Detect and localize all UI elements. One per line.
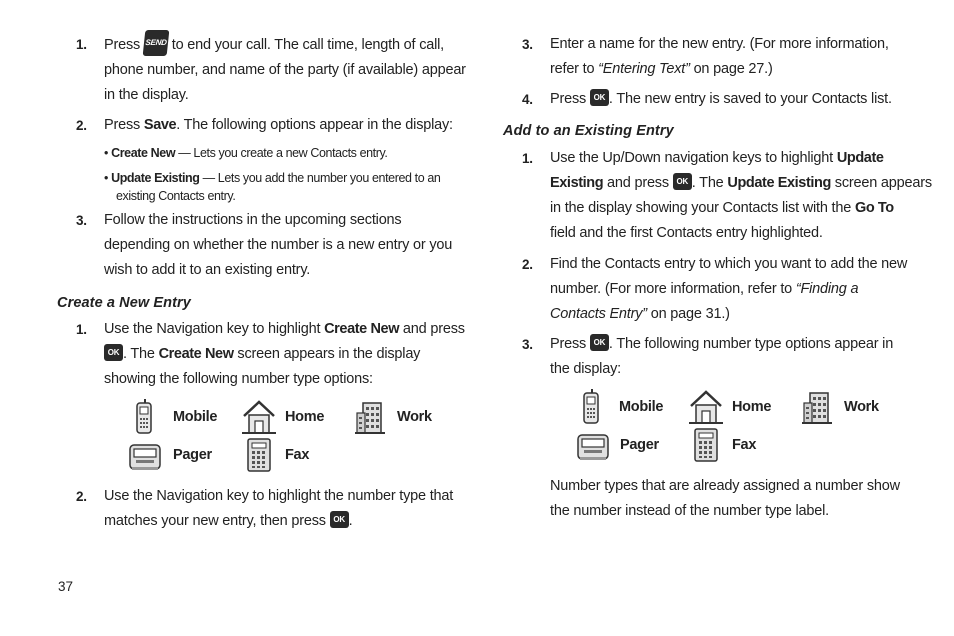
step-number: 1. — [522, 151, 533, 166]
step-number: 1. — [76, 322, 87, 337]
step-text: and press — [399, 321, 465, 337]
option-pager — [128, 437, 212, 473]
section-heading: Create a New Entry — [57, 295, 191, 311]
create-new-term: Create New — [324, 321, 400, 337]
step-text: Find the Contacts entry to which you want to add the new — [550, 256, 908, 272]
step-number: 2. — [76, 489, 87, 504]
option-label: Work — [844, 399, 879, 415]
step-text: on page 31.) — [646, 306, 730, 322]
create-new-term: Create New — [158, 346, 234, 362]
step-text: . The new entry is saved to your Contacts list. — [608, 91, 892, 107]
option-label: Fax — [285, 447, 310, 463]
pager-icon — [576, 427, 610, 463]
option-label: Pager — [620, 437, 659, 453]
step-text: in the display showing your Contacts list with the — [550, 200, 855, 216]
step-text: number. (For more information, refer to — [550, 281, 796, 297]
bullet-desc: existing Contacts entry. — [116, 189, 236, 203]
ok-key-icon: OK — [590, 89, 609, 106]
step-text: on page 27.) — [689, 61, 773, 77]
bullet-term: Update Existing — [111, 171, 200, 185]
ok-key-icon: OK — [330, 511, 349, 528]
option-mobile — [130, 399, 217, 435]
bullet-desc: — Lets you create a new Contacts entry. — [175, 146, 388, 160]
step-text: Press — [550, 91, 587, 107]
step-text: . The following options appear in the display: — [176, 117, 453, 133]
cross-reference: “Finding a — [795, 281, 859, 297]
bullet-dot: • — [104, 146, 108, 160]
cross-reference: Contacts Entry” — [550, 306, 647, 322]
mobile-icon — [577, 389, 611, 425]
step-text: screen appears in the display — [233, 346, 421, 362]
step-number: 4. — [522, 92, 533, 107]
fax-icon — [242, 437, 276, 473]
step-text: matches your new entry, then press — [104, 513, 326, 529]
option-home — [689, 389, 771, 425]
send-key-icon: SEND — [143, 30, 170, 56]
step-text: field and the first Contacts entry highlighted. — [550, 225, 823, 241]
step-text: the display: — [550, 361, 621, 377]
step-text: Press — [550, 336, 587, 352]
pager-icon — [128, 437, 162, 473]
step-text: refer to — [550, 61, 599, 77]
step-text: . The — [691, 175, 728, 191]
step-number: 3. — [522, 337, 533, 352]
option-label: Mobile — [173, 409, 218, 425]
fax-icon — [689, 427, 723, 463]
option-label: Pager — [173, 447, 212, 463]
option-work — [354, 399, 432, 435]
bullet-term: Create New — [111, 146, 176, 160]
step-text: Use the Up/Down navigation keys to highlight — [550, 150, 837, 166]
cross-reference: “Entering Text” — [598, 61, 690, 77]
step-text: showing the following number type options: — [104, 371, 373, 387]
step-text: screen appears — [830, 175, 932, 191]
option-fax — [689, 427, 756, 463]
step-text: . — [348, 513, 353, 529]
step-text: wish to add it to an existing entry. — [104, 262, 311, 278]
step-text: Use the Navigation key to highlight the number type that — [104, 488, 454, 504]
option-home — [242, 399, 324, 435]
step-number: 3. — [76, 213, 87, 228]
step-text: Follow the instructions in the upcoming sections — [104, 212, 402, 228]
option-work — [801, 389, 879, 425]
step-text: in the display. — [104, 87, 189, 103]
option-label: Home — [285, 409, 325, 425]
note-text: the number instead of the number type label. — [550, 503, 829, 519]
bullet-create-new — [104, 144, 464, 162]
ok-key-icon: OK — [673, 173, 692, 190]
option-label: Fax — [732, 437, 757, 453]
bullet-dot: • — [104, 171, 108, 185]
work-icon — [801, 389, 835, 425]
step-text: depending on whether the number is a new entry or you — [104, 237, 453, 253]
update-existing-term: Update Existing — [727, 175, 831, 191]
bullet-update-existing — [104, 169, 464, 205]
page-number: 37 — [58, 579, 74, 594]
step-text: Press — [104, 36, 141, 53]
update-existing-term: Existing — [550, 175, 604, 191]
home-icon — [689, 389, 723, 425]
step-text: Enter a name for the new entry. (For more information, — [550, 36, 889, 52]
ok-key-icon: OK — [590, 334, 609, 351]
save-term: Save — [143, 117, 177, 133]
step-text: and press — [603, 175, 669, 191]
mobile-icon — [130, 399, 164, 435]
update-existing-term: Update — [836, 150, 884, 166]
step-number: 1. — [76, 37, 87, 52]
step-text: . The following number type options appear in — [608, 336, 894, 352]
home-icon — [242, 399, 276, 435]
section-heading: Add to an Existing Entry — [503, 123, 674, 139]
option-label: Home — [732, 399, 772, 415]
step-text: Use the Navigation key to highlight — [104, 321, 325, 337]
step-text: to end your call. The call time, length of call, — [171, 36, 444, 53]
step-text: . The — [123, 346, 159, 362]
note-text: Number types that are already assigned a number show — [550, 478, 900, 494]
ok-key-icon: OK — [104, 344, 123, 361]
step-number: 2. — [76, 118, 87, 133]
step-text: Press — [104, 117, 141, 133]
note-paragraph — [550, 474, 930, 524]
option-fax — [242, 437, 309, 473]
step-number: 2. — [522, 257, 533, 272]
option-mobile — [577, 389, 663, 425]
option-label: Work — [397, 409, 432, 425]
work-icon — [354, 399, 388, 435]
option-label: Mobile — [619, 399, 664, 415]
go-to-term: Go To — [854, 200, 894, 216]
step-number: 3. — [522, 37, 533, 52]
step-text: phone number, and name of the party (if available) appear — [104, 62, 466, 78]
option-pager — [576, 427, 659, 463]
bullet-desc: — Lets you add the number you entered to an — [199, 171, 441, 185]
